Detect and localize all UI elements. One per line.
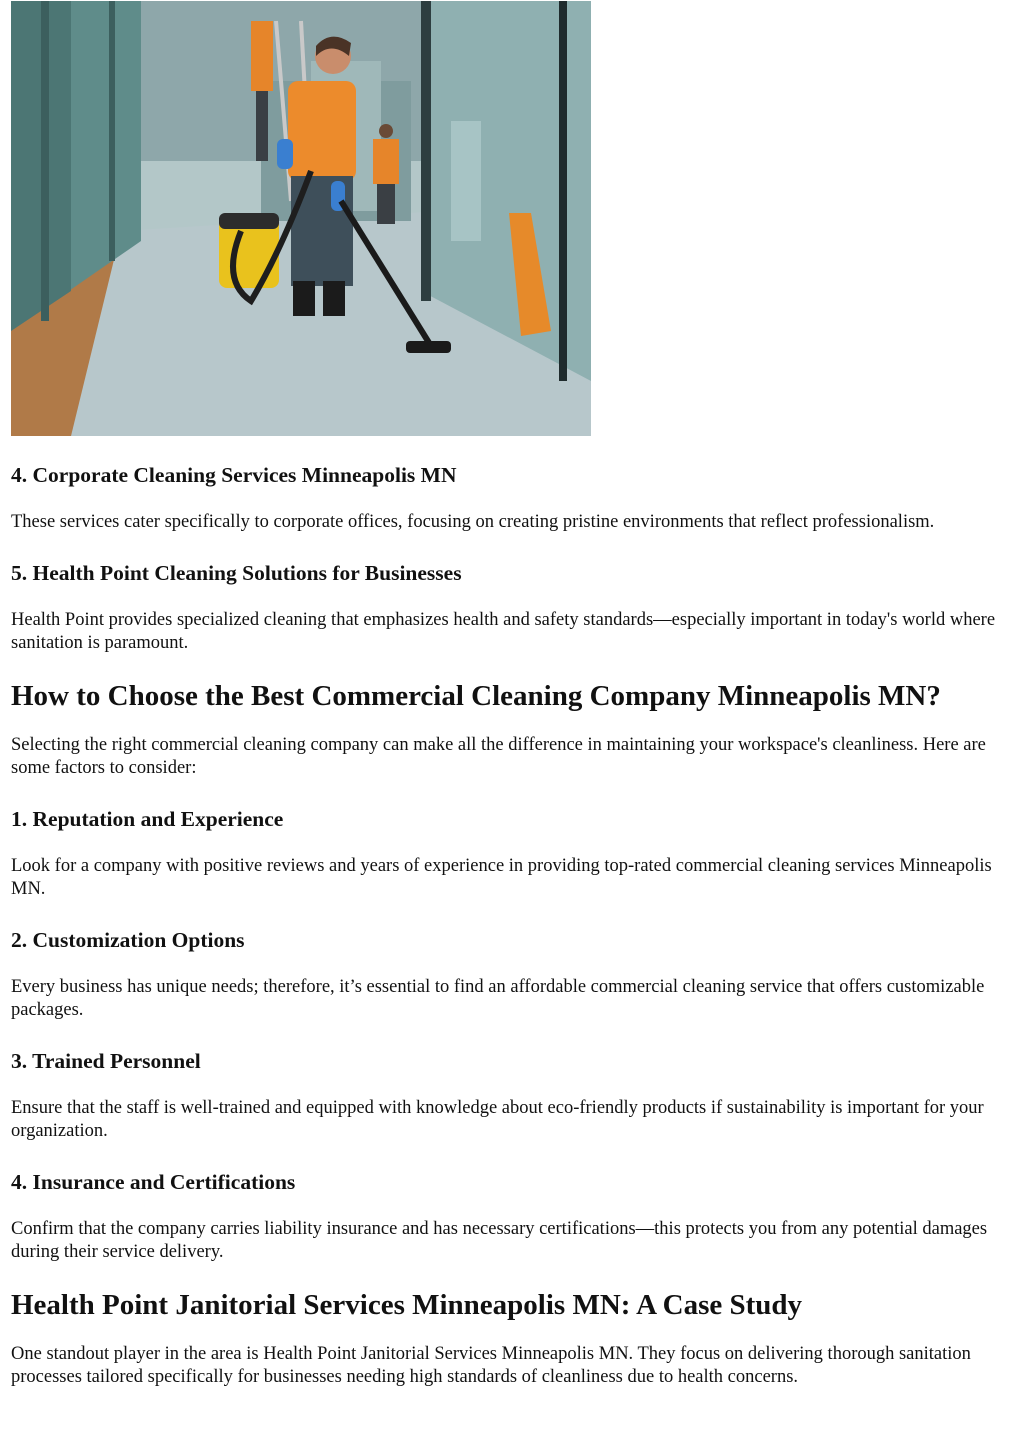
paragraph-reputation-experience: Look for a company with positive reviews and years of experience in providing top-rated commercial cleaning services Minneapolis MN. [11, 856, 992, 899]
heading-customization-options: 2. Customization Options [11, 928, 245, 952]
heading-how-to-choose: How to Choose the Best Commercial Cleaning Company Minneapolis MN? [11, 680, 941, 712]
cleaning-staff-photo [11, 1, 591, 436]
paragraph-case-study: One standout player in the area is Health Point Janitorial Services Minneapolis MN. They focus on delivering thorough sanitation processes tailored specifically for businesses needing high standards of cleanliness due to health concerns. [11, 1344, 971, 1387]
heading-trained-personnel: 3. Trained Personnel [11, 1049, 201, 1073]
heading-reputation-experience: 1. Reputation and Experience [11, 807, 284, 831]
heading-case-study: Health Point Janitorial Services Minneapolis MN: A Case Study [11, 1289, 803, 1321]
paragraph-health-point-solutions: Health Point provides specialized cleaning that emphasizes health and safety standards—especially important in today's world where sanitation is paramount. [11, 610, 996, 653]
paragraph-trained-personnel: Ensure that the staff is well-trained and equipped with knowledge about eco-friendly products if sustainability is important for your organization. [11, 1098, 984, 1141]
article [11, 0, 1011, 1389]
paragraph-how-to-choose: Selecting the right commercial cleaning company can make all the difference in maintaining your workspace's cleanliness. Here are some factors to consider: [11, 735, 986, 778]
heading-corporate-cleaning: 4. Corporate Cleaning Services Minneapolis MN [11, 463, 457, 487]
heading-health-point-solutions: 5. Health Point Cleaning Solutions for Businesses [11, 561, 462, 585]
heading-insurance-certifications: 4. Insurance and Certifications [11, 1170, 296, 1194]
paragraph-corporate-cleaning: These services cater specifically to corporate offices, focusing on creating pristine environments that reflect professionalism. [11, 512, 935, 532]
paragraph-insurance-certifications: Confirm that the company carries liability insurance and has necessary certifications—this protects you from any potential damages during their service delivery. [11, 1219, 988, 1262]
paragraph-customization-options: Every business has unique needs; therefore, it’s essential to find an affordable commercial cleaning service that offers customizable packages. [11, 977, 985, 1020]
office-cleaning-illustration [11, 1, 591, 436]
